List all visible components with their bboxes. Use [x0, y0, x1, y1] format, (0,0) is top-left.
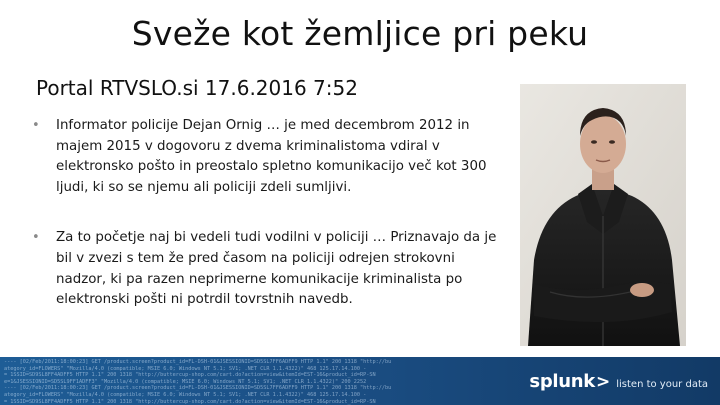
bullet-text-2: Za to početje naj bi vedeli tudi vodilni v policiji … Priznavajo da je bil v zvezi s tem že pred časom na policiji odrejen strokovni nadzor, ki pa razen neprimerne komunikacije kriminalista po elektronski pošti ni potrdil tovrstnih navedb. — [56, 230, 497, 308]
log-line: ategory_id=FLOWERS" "Mozilla/4.0 (compatible; MSIE 6.0; Windows NT 5.1; SV1; .NET CLR 1.1.4322)" 468 125.17.14.100 - — [4, 365, 367, 372]
log-line: e=1&JSESSIONID=SD5SL9FF1ADFF3" "Mozilla/4.0 (compatible; MSIE 6.0; Windows NT 5.1; SV1; .NET CLR 1.1.4322)" 200 2252 — [4, 378, 367, 385]
splunk-wordmark: splunk — [529, 371, 595, 392]
portrait-photo — [520, 84, 686, 346]
log-line: ategory_id=FLOWERS" "Mozilla/4.0 (compatible; MSIE 6.0; Windows NT 5.1; SV1; .NET CLR 1.1.4322)" 468 125.17.14.100 - — [4, 391, 367, 398]
splunk-logo — [529, 371, 708, 392]
bullet-text-1: Informator policije Dejan Ornig … je med decembrom 2012 in majem 2015 v dogovoru z dvema kriminalistoma vdiral v elektronsko pošto in preostalo spletno komunikacijo več kot 300 ljudi, ki so se njemu ali policiji zdeli sumljivi. — [56, 118, 487, 195]
slide-title: Sveže kot žemljice pri peku — [131, 14, 589, 53]
log-line: = 1SSID=SD9SL8FF4ADFF5 HTTP 1.1" 200 1318 "http://buttercup-shop.com/cart.do?action=view&itemId=EST-16&product_id=RP-SN — [4, 372, 376, 379]
log-line: ---- [02/Feb/2011:18:00:23] GET /product.screen?product_id=FL-DSH-01&JSESSIONID=SD5SL7FF6ADFF9 HTTP 1.1" 200 1318 "http://bu — [4, 359, 392, 365]
footer-bar — [0, 357, 720, 405]
bullet-item-1 — [32, 116, 502, 198]
bullet-item-2 — [32, 228, 502, 310]
bullet-marker: • — [32, 230, 40, 246]
bullet-marker: • — [32, 118, 40, 133]
splunk-tagline: listen to your data — [616, 379, 708, 390]
chevron-right-icon: > — [595, 372, 611, 392]
portrait-illustration — [520, 84, 686, 346]
log-line: ---- [02/Feb/2011:18:00:23] GET /product.screen?product_id=FL-DSH-01&JSESSIONID=SD5SL7FF6ADFF9 HTTP 1.1" 200 1318 "http://bu — [4, 385, 392, 392]
bullet-list — [32, 116, 502, 311]
log-line: = 1SSID=SD9SL8FF4ADFF5 HTTP 1.1" 200 1318 "http://buttercup-shop.com/cart.do?action=view&itemId=EST-16&product_id=RP-SN — [4, 398, 376, 405]
slide-subtitle: Portal RTVSLO.si 17.6.2016 7:52 — [36, 76, 358, 100]
footer-log-background — [0, 357, 540, 405]
